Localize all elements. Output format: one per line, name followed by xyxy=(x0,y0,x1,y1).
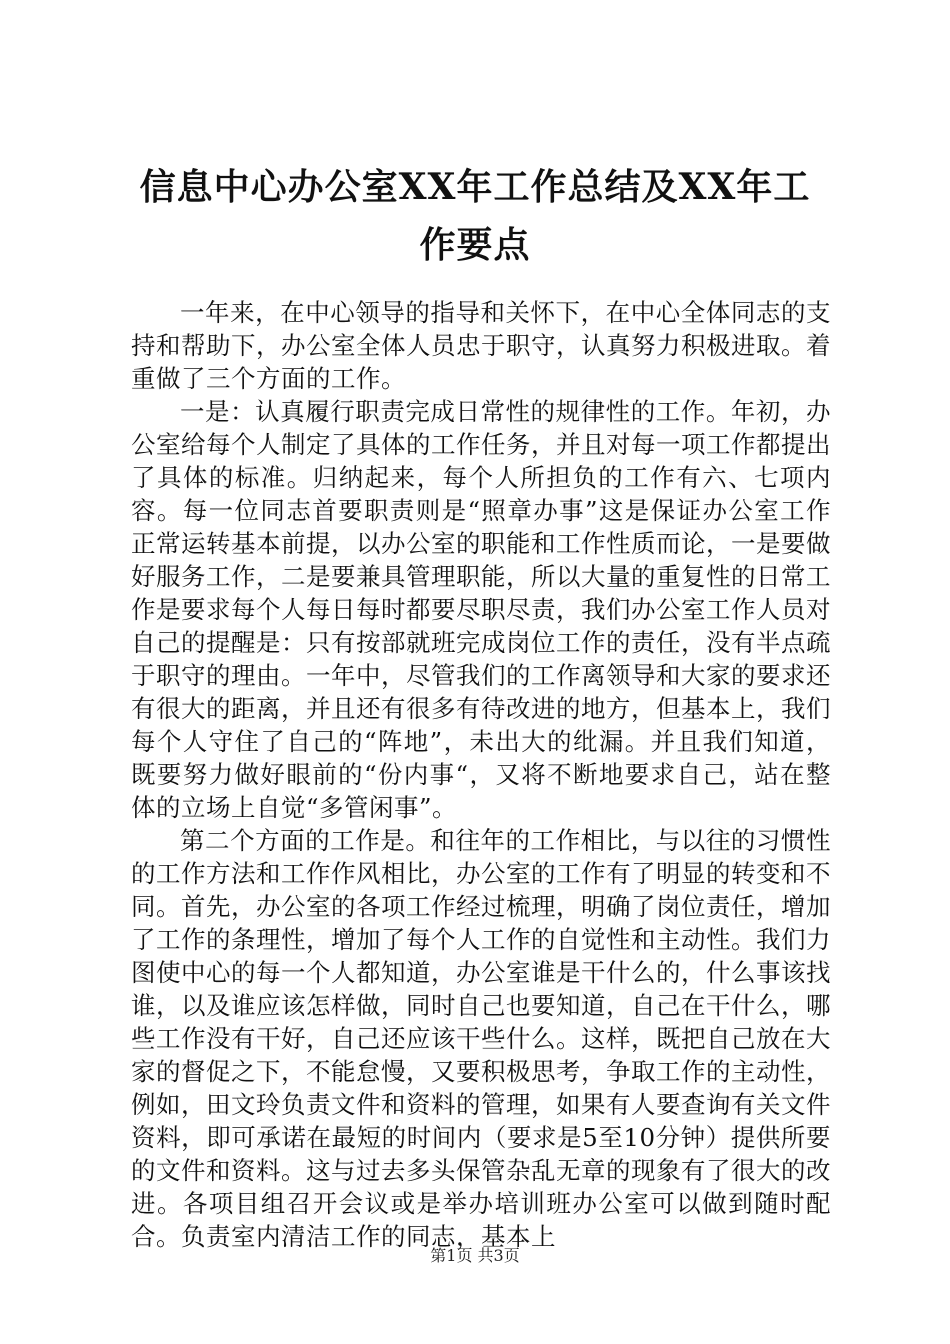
page-number-footer: 第1页 共3页 xyxy=(430,1246,520,1265)
document-title: 信息中心办公室XX年工作总结及XX年工作要点 xyxy=(139,166,811,266)
paragraph-intro: 一年来，在中心领导的指导和关怀下，在中心全体同志的支持和帮助下，办公室全体人员忠于职守，认真努力积极进取。着重做了三个方面的工作。 xyxy=(131,298,831,393)
paragraph-section-one: 一是：认真履行职责完成日常性的规律性的工作。年初，办公室给每个人制定了具体的工作任务，并且对每一项工作都提出了具体的标准。归纳起来，每个人所担负的工作有六、七项内容。每一位同志首要职责则是“照章办事”这是保证办公室工作正常运转基本前提，以办公室的职能和工作性质而论，一是要做好服务工作，二是要兼具管理职能，所以大量的重复性的日常工作是要求每个人每日每时都要尽职尽责，我们办公室工作人员对自己的提醒是：只有按部就班完成岗位工作的责任，没有半点疏于职守的理由。一年中，尽管我们的工作离领导和大家的要求还有很大的距离，并且还有很多有待改进的地方，但基本上，我们每个人守住了自己的“阵地”，未出大的纰漏。并且我们知道，既要努力做好眼前的“份内事“，又将不断地要求自己，站在整体的立场上自觉“多管闲事”。 xyxy=(131,397,831,822)
document-body xyxy=(131,296,831,1253)
paragraph-section-two: 第二个方面的工作是。和往年的工作相比，与以往的习惯性的工作方法和工作作风相比，办公室的工作有了明显的转变和不同。首先，办公室的各项工作经过梳理，明确了岗位责任，增加了工作的条理性，增加了每个人工作的自觉性和主动性。我们力图使中心的每一个人都知道，办公室谁是干什么的，什么事该找谁，以及谁应该怎样做，同时自己也要知道，自己在干什么，哪些工作没有干好，自己还应该干些什么。这样，既把自己放在大家的督促之下，不能怠慢，又要积极思考，争取工作的主动性，例如，田文玲负责文件和资料的管理，如果有人要查询有关文件资料，即可承诺在最短的时间内（要求是5至10分钟）提供所要的文件和资料。这与过去多头保管杂乱无章的现象有了很大的改进。各项目组召开会议或是举办培训班办公室可以做到随时配合。负责室内清洁工作的同志，基本上 xyxy=(131,826,831,1251)
